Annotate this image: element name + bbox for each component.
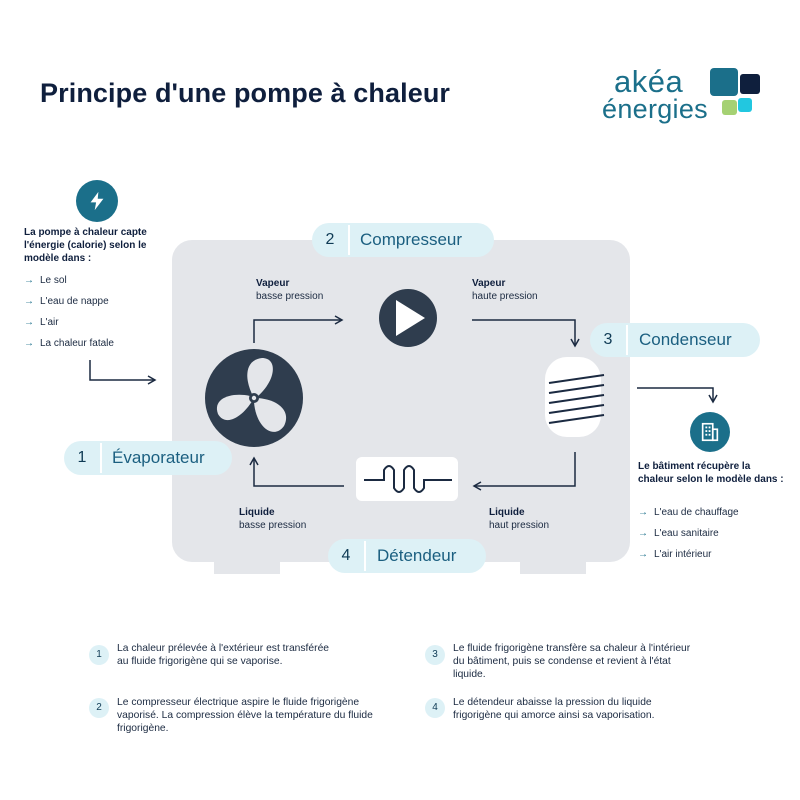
step-number: 4	[425, 698, 445, 718]
arrow-liquid-high	[474, 452, 575, 486]
list-item-label: L'eau de chauffage	[654, 507, 739, 518]
step-number: 1	[89, 645, 109, 665]
list-item-label: Le sol	[40, 275, 67, 286]
fan-icon	[205, 349, 303, 447]
flow-label-vapor-high	[472, 277, 538, 303]
source-intro: La pompe à chaleur capte l'énergie (calorie) selon le modèle dans :	[24, 227, 147, 264]
arrow-right-icon: →	[24, 275, 34, 286]
arrow-right-icon: →	[24, 296, 34, 307]
component-pill-condenseur	[590, 323, 760, 357]
logo-line2: énergies	[602, 94, 708, 124]
arrow-vapor-high	[472, 320, 575, 346]
flow-label-vapor-low	[256, 277, 323, 303]
coil-icon	[545, 357, 604, 437]
expansion-valve-icon	[356, 457, 458, 501]
pill-divider	[100, 443, 102, 473]
flow-label-liquid-low	[239, 506, 306, 532]
pill-divider	[348, 225, 350, 255]
component-label: Évaporateur	[112, 448, 205, 467]
source-arrow	[90, 360, 155, 380]
component-pill-compresseur	[312, 223, 494, 257]
list-item-label: L'air	[40, 317, 59, 328]
arrow-right-icon: →	[24, 317, 34, 328]
arrow-right-icon: →	[638, 528, 648, 539]
step-text: Le compresseur électrique aspire le fluide frigorigène vaporisé. La compression élève la température du fluide frigorigène.	[117, 697, 373, 734]
flow-label-liquid-high	[489, 506, 549, 532]
list-item-label: L'eau de nappe	[40, 296, 109, 307]
component-label: Condenseur	[639, 330, 732, 349]
flow-title: Liquide	[489, 507, 525, 518]
arrow-liquid-low	[254, 458, 344, 486]
list-item-label: L'air intérieur	[654, 549, 712, 560]
flow-title: Liquide	[239, 507, 275, 518]
arrow-right-icon: →	[638, 549, 648, 560]
pill-divider	[626, 325, 628, 355]
step-number: 3	[425, 645, 445, 665]
list-item-label: La chaleur fatale	[40, 338, 114, 349]
list-item-label: L'eau sanitaire	[654, 528, 719, 539]
flow-title: Vapeur	[472, 278, 506, 289]
step-text: Le fluide frigorigène transfère sa chaleur à l'intérieur du bâtiment, puis se condense et revient à l'état liquide.	[453, 643, 691, 680]
logo-line1: akéa	[614, 64, 684, 99]
component-number: 2	[325, 231, 335, 248]
step-number: 2	[89, 698, 109, 718]
component-pill-detendeur	[328, 539, 486, 573]
component-number: 3	[603, 331, 613, 348]
component-number: 4	[341, 547, 351, 564]
flow-sub: haute pression	[472, 291, 538, 302]
component-pill-evaporateur	[64, 441, 232, 475]
flow-sub: haut pression	[489, 520, 550, 531]
play-icon	[379, 289, 437, 347]
step-text: Le détendeur abaisse la pression du liquide frigorigène qui amorce ainsi sa vaporisation.	[453, 697, 655, 721]
building-intro: Le bâtiment récupère la chaleur selon le modèle dans :	[638, 461, 784, 485]
pill-divider	[364, 541, 366, 571]
flow-sub: basse pression	[256, 291, 324, 302]
component-label: Compresseur	[360, 230, 463, 249]
component-label: Détendeur	[377, 546, 457, 565]
page-title: Principe d'une pompe à chaleur	[40, 78, 451, 108]
arrow-right-icon: →	[24, 338, 34, 349]
arrow-right-icon: →	[638, 507, 648, 518]
flow-title: Vapeur	[256, 278, 290, 289]
building-arrow	[637, 388, 713, 402]
flow-sub: basse pression	[239, 520, 307, 531]
component-number: 1	[77, 449, 87, 466]
arrow-vapor-low	[254, 320, 342, 343]
step-text: La chaleur prélevée à l'extérieur est transférée au fluide frigorigène qui se vaporise.	[117, 643, 330, 667]
